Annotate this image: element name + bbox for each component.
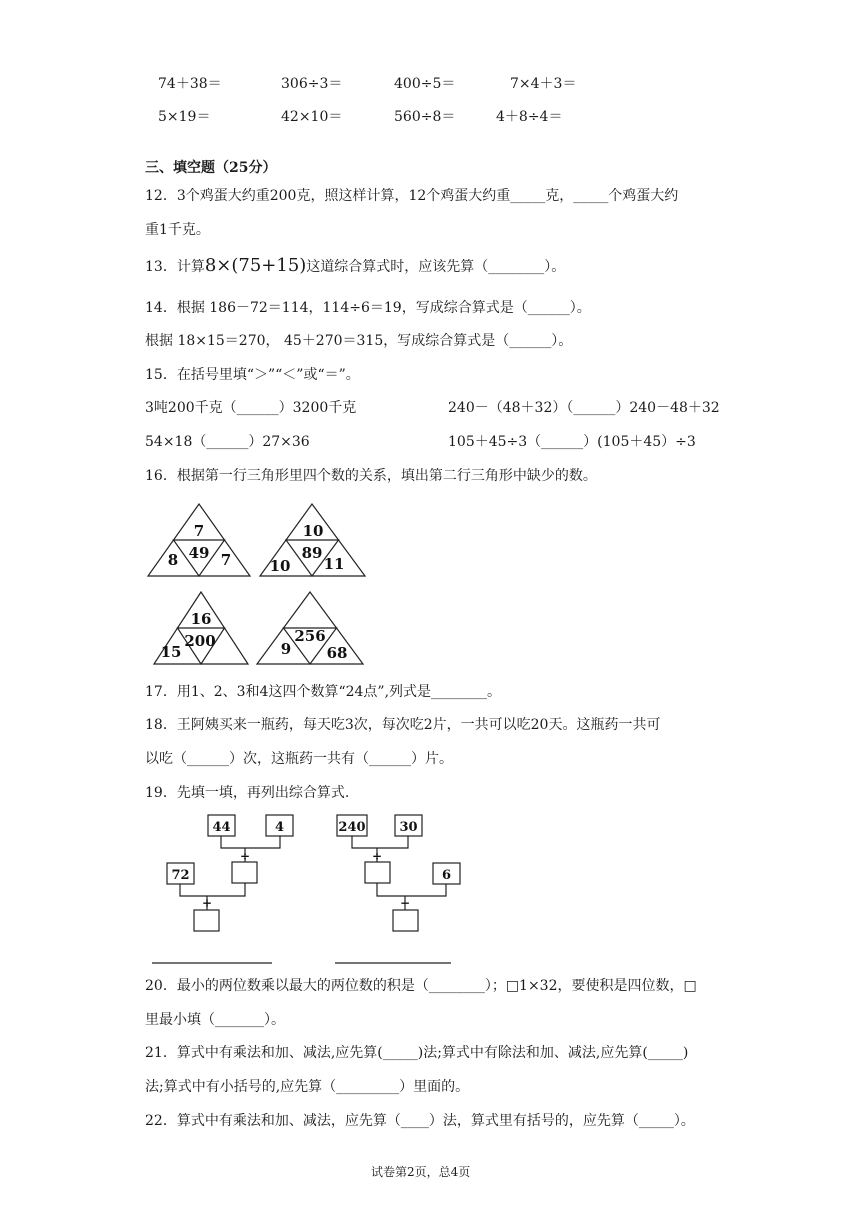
calc-item: 7×4＋3＝ — [510, 76, 577, 92]
tree-1-operator-divide: ÷ — [239, 849, 251, 863]
question-22: 22．算式中有乘法和加、减法，应先算（____）法，算式里有括号的，应先算（_____）。 — [145, 1113, 695, 1129]
question-18-line1: 18．王阿姨买来一瓶药，每天吃3次，每次吃2片，一共可以吃20天。这瓶药一共可 — [145, 717, 661, 733]
triangle-2-top: 10 — [302, 522, 324, 540]
question-14-line2: 根据 18×15＝270， 45＋270＝315，写成综合算式是（______）。 — [145, 333, 573, 349]
tree-2-operator-divide: ÷ — [371, 849, 383, 863]
tree-1-box-a: 44 — [212, 820, 231, 835]
question-17: 17．用1、2、3和4这四个数算“24点”,列式是________。 — [145, 684, 502, 700]
triangle-1-top: 7 — [193, 522, 205, 540]
question-20-line2: 里最小填（_______）。 — [145, 1012, 285, 1028]
tree-1-box-b: 4 — [274, 820, 285, 835]
calc-item: 42×10＝ — [281, 109, 343, 125]
triangle-3-center: 200 — [184, 632, 216, 650]
calc-item: 560÷8＝ — [394, 109, 456, 125]
question-14-line1: 14．根据 186－72＝114，114÷6＝19，写成综合算式是（______）。 — [145, 300, 591, 316]
tree-1-box-c: 72 — [171, 868, 190, 883]
question-21-line1: 21．算式中有乘法和加、减法,应先算(_____)法;算式中有除法和加、减法,应先算(_____) — [145, 1045, 689, 1061]
triangle-2-center: 89 — [301, 544, 323, 562]
question-15-title: 15．在括号里填“＞”“＜”或“＝”。 — [145, 367, 360, 383]
tree-1-operator-plus: + — [201, 896, 213, 910]
calculation-tree-figure — [150, 810, 480, 968]
calc-item: 4＋8÷4＝ — [496, 109, 563, 125]
triangle-4-right: 68 — [326, 644, 348, 662]
question-18-line2: 以吃（______）次，这瓶药一共有（______）片。 — [145, 751, 453, 767]
triangle-4-center: 256 — [294, 627, 326, 645]
triangle-3-top: 16 — [190, 610, 212, 628]
question-12-line1: 12．3个鸡蛋大约重200克，照这样计算，12个鸡蛋大约重_____克，_____个鸡蛋大约 — [145, 188, 679, 204]
tree-2-box-a: 240 — [338, 820, 366, 835]
triangle-puzzle-figure — [140, 496, 380, 671]
question-20-line1: 20．最小的两位数乘以最大的两位数的积是（________）；□1×32，要使积是四位数，□ — [145, 978, 697, 994]
tree-2-box-b: 30 — [399, 820, 418, 835]
triangle-1-center: 49 — [188, 544, 210, 562]
triangle-1-right: 7 — [220, 551, 232, 569]
triangle-4-left: 9 — [280, 640, 292, 658]
question-19-title: 19．先填一填，再列出综合算式. — [145, 785, 350, 801]
question-15-a: 3吨200千克（______）3200千克 — [145, 400, 357, 416]
triangle-2-right: 11 — [323, 555, 345, 573]
question-15-c: 54×18（______）27×36 — [145, 434, 310, 450]
question-15-b: 240－（48＋32）（______）240－48＋32 — [448, 400, 720, 416]
calc-item: 5×19＝ — [158, 109, 211, 125]
question-21-line2: 法;算式中有小括号的,应先算（_________）里面的。 — [145, 1079, 470, 1095]
question-13 — [145, 256, 565, 277]
question-13-prefix: 13．计算 — [145, 259, 205, 275]
question-12-line2: 重1千克。 — [145, 222, 210, 238]
section-title: 三、填空题（25分） — [145, 160, 277, 176]
page-footer: 试卷第2页，总4页 — [371, 1165, 471, 1179]
calc-item: 400÷5＝ — [394, 76, 456, 92]
triangle-3-left: 15 — [160, 643, 182, 661]
question-13-suffix: 这道综合算式时，应该先算（________）。 — [306, 259, 566, 275]
triangle-1-left: 8 — [167, 551, 179, 569]
tree-2-operator-minus: − — [399, 896, 411, 910]
calc-item: 74＋38＝ — [158, 76, 222, 92]
question-16-title: 16．根据第一行三角形里四个数的关系，填出第二行三角形中缺少的数。 — [145, 468, 597, 484]
triangle-2-left: 10 — [269, 557, 291, 575]
question-15-d: 105＋45÷3（______）(105＋45）÷3 — [448, 434, 696, 450]
calc-item: 306÷3＝ — [281, 76, 343, 92]
question-13-expression: 8×(75+15) — [204, 255, 307, 276]
tree-2-box-c: 6 — [441, 868, 452, 883]
